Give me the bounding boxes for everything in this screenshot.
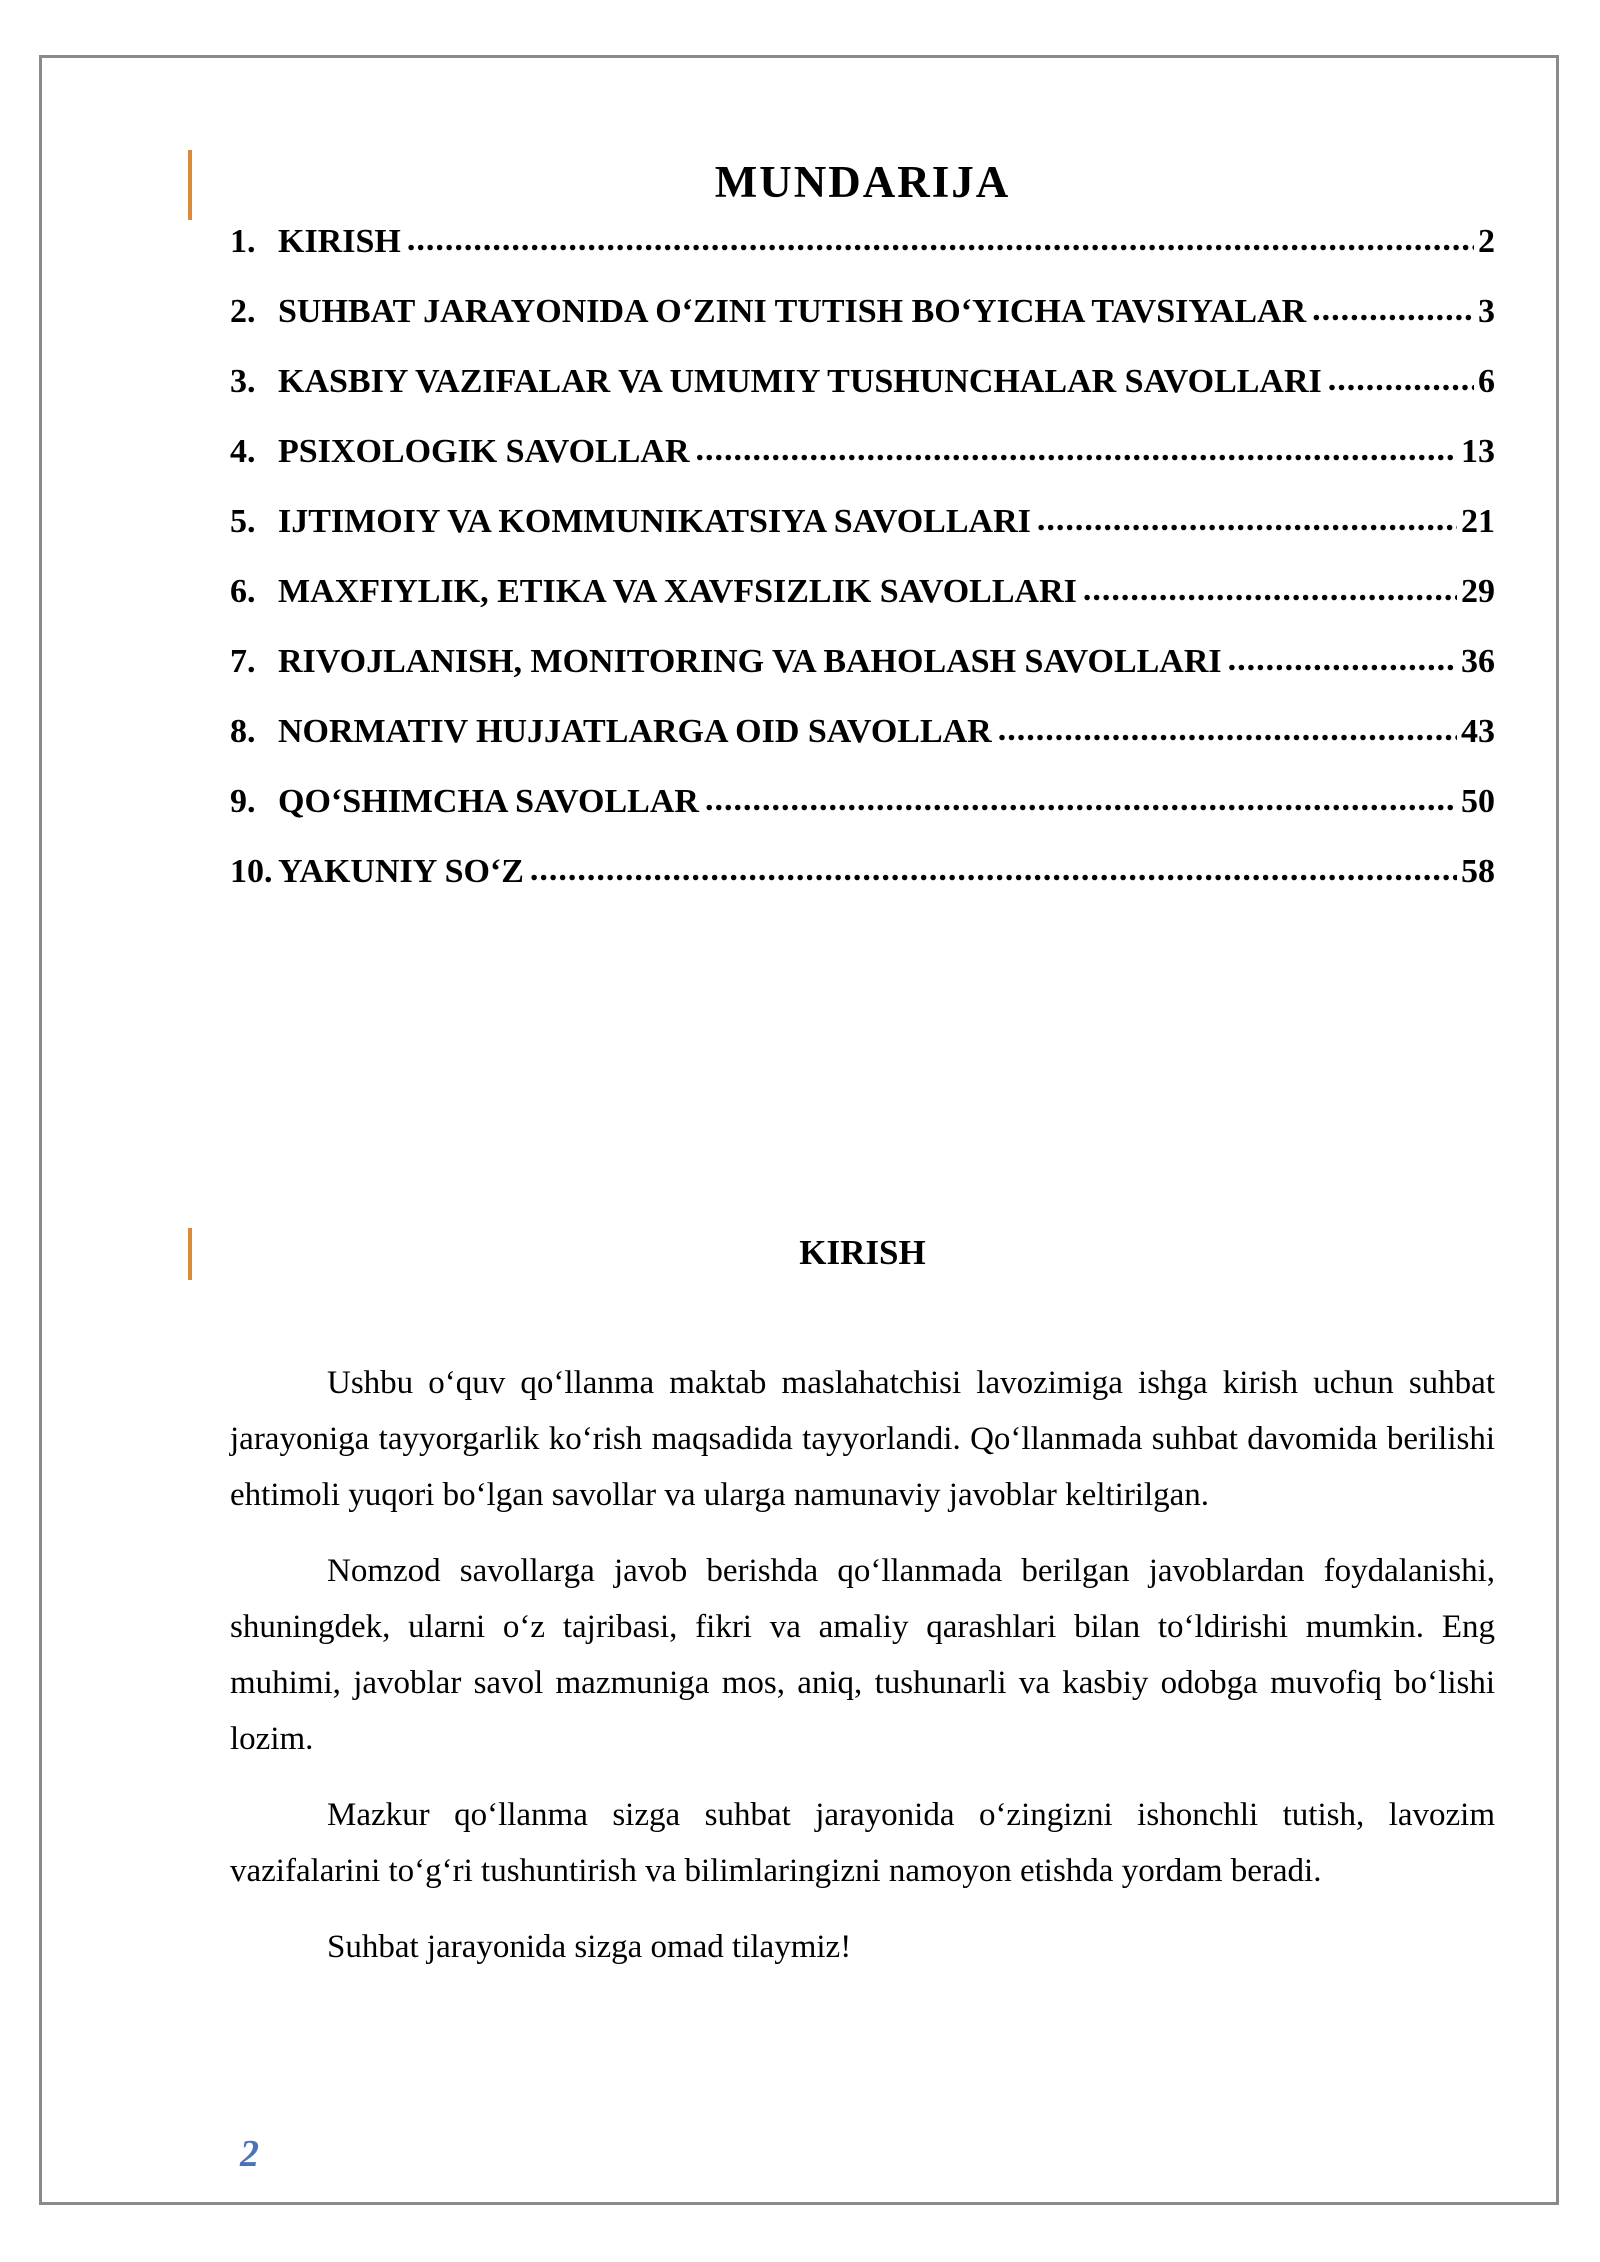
toc-item[interactable] xyxy=(230,212,1495,282)
toc-item-number: 3. xyxy=(230,363,256,400)
toc-item-page: 13 xyxy=(1461,433,1495,470)
toc-item-number: 5. xyxy=(230,503,256,540)
toc-item-page: 50 xyxy=(1461,783,1495,820)
toc-item-label: PSIXOLOGIK SAVOLLAR xyxy=(278,433,690,470)
toc-item[interactable] xyxy=(230,492,1495,562)
toc-item-page: 3 xyxy=(1478,293,1495,330)
toc-item-page: 43 xyxy=(1461,713,1495,750)
toc-item-number: 6. xyxy=(230,573,256,610)
toc-dot-leader xyxy=(1083,560,1457,620)
toc-item[interactable] xyxy=(230,632,1495,702)
toc-item[interactable] xyxy=(230,842,1495,912)
toc-item-page: 36 xyxy=(1461,643,1495,680)
body-paragraph: Nomzod savollarga javob berishda qo‘llanmada berilgan javoblardan foydalanishi, shuningdek, ularni o‘z tajribasi, fikri va amaliy qarashlari bilan to‘ldirishi mumkin. Eng muhimi, javoblar savol mazmuniga mos, aniq, tushunarli va kasbiy odobga muvofiq bo‘lishi lozim. xyxy=(230,1553,1495,1757)
toc-item-label: MAXFIYLIK, ETIKA VA XAVFSIZLIK SAVOLLARI xyxy=(278,573,1077,610)
toc-item-label: YAKUNIY SO‘Z xyxy=(278,853,524,890)
toc-item-page: 6 xyxy=(1478,363,1495,400)
toc-item[interactable] xyxy=(230,772,1495,842)
toc-item[interactable] xyxy=(230,562,1495,632)
toc-dot-leader xyxy=(696,420,1457,480)
toc-item[interactable] xyxy=(230,422,1495,492)
section-body xyxy=(230,1355,1495,1995)
toc-item-page: 2 xyxy=(1478,223,1495,260)
heading-accent-mark xyxy=(188,150,192,220)
toc-item[interactable] xyxy=(230,282,1495,352)
heading-accent-mark xyxy=(188,1228,192,1280)
toc-item-number: 1. xyxy=(230,223,256,260)
toc-item-label: QO‘SHIMCHA SAVOLLAR xyxy=(278,783,699,820)
toc-item-number: 10. xyxy=(230,853,273,890)
body-paragraph: Ushbu o‘quv qo‘llanma maktab maslahatchisi lavozimiga ishga kirish uchun suhbat jarayoniga tayyorgarlik ko‘rish maqsadida tayyorlandi. Qo‘llanmada suhbat davomida berilishi ehtimoli yuqori bo‘lgan savollar va ularga namunaviy javoblar keltirilgan. xyxy=(230,1365,1495,1513)
toc-item-number: 2. xyxy=(230,293,256,330)
toc-item-number: 4. xyxy=(230,433,256,470)
toc-item-label: KIRISH xyxy=(278,223,401,260)
toc-dot-leader xyxy=(407,210,1474,270)
toc-item-number: 9. xyxy=(230,783,256,820)
toc-item-number: 7. xyxy=(230,643,256,680)
toc-dot-leader xyxy=(998,700,1457,760)
body-paragraph: Mazkur qo‘llanma sizga suhbat jarayonida o‘zingizni ishonchli tutish, lavozim vazifalarini to‘g‘ri tushuntirish va bilimlaringizni namoyon etishda yordam beradi. xyxy=(230,1797,1495,1889)
toc-dot-leader xyxy=(705,770,1457,830)
table-of-contents xyxy=(230,212,1495,912)
toc-item-label: SUHBAT JARAYONIDA O‘ZINI TUTISH BO‘YICHA TAVSIYALAR xyxy=(278,293,1307,330)
toc-item-label: RIVOJLANISH, MONITORING VA BAHOLASH SAVOLLARI xyxy=(278,643,1222,680)
toc-item-label: KASBIY VAZIFALAR VA UMUMIY TUSHUNCHALAR SAVOLLARI xyxy=(278,363,1322,400)
toc-item-page: 29 xyxy=(1461,573,1495,610)
toc-item-page: 21 xyxy=(1461,503,1495,540)
toc-dot-leader xyxy=(530,840,1457,900)
toc-item-number: 8. xyxy=(230,713,256,750)
toc-dot-leader xyxy=(1328,350,1474,410)
toc-title: MUNDARIJA xyxy=(714,157,1011,207)
toc-dot-leader xyxy=(1228,630,1457,690)
section-title: KIRISH xyxy=(799,1233,926,1272)
toc-item-label: NORMATIV HUJJATLARGA OID SAVOLLAR xyxy=(278,713,992,750)
page-number: 2 xyxy=(240,2133,259,2175)
toc-item-page: 58 xyxy=(1461,853,1495,890)
body-paragraph: Suhbat jarayonida sizga omad tilaymiz! xyxy=(327,1929,852,1965)
toc-item[interactable] xyxy=(230,352,1495,422)
toc-item[interactable] xyxy=(230,702,1495,772)
toc-dot-leader xyxy=(1312,280,1474,340)
toc-item-label: IJTIMOIY VA KOMMUNIKATSIYA SAVOLLARI xyxy=(278,503,1031,540)
toc-dot-leader xyxy=(1037,490,1457,550)
